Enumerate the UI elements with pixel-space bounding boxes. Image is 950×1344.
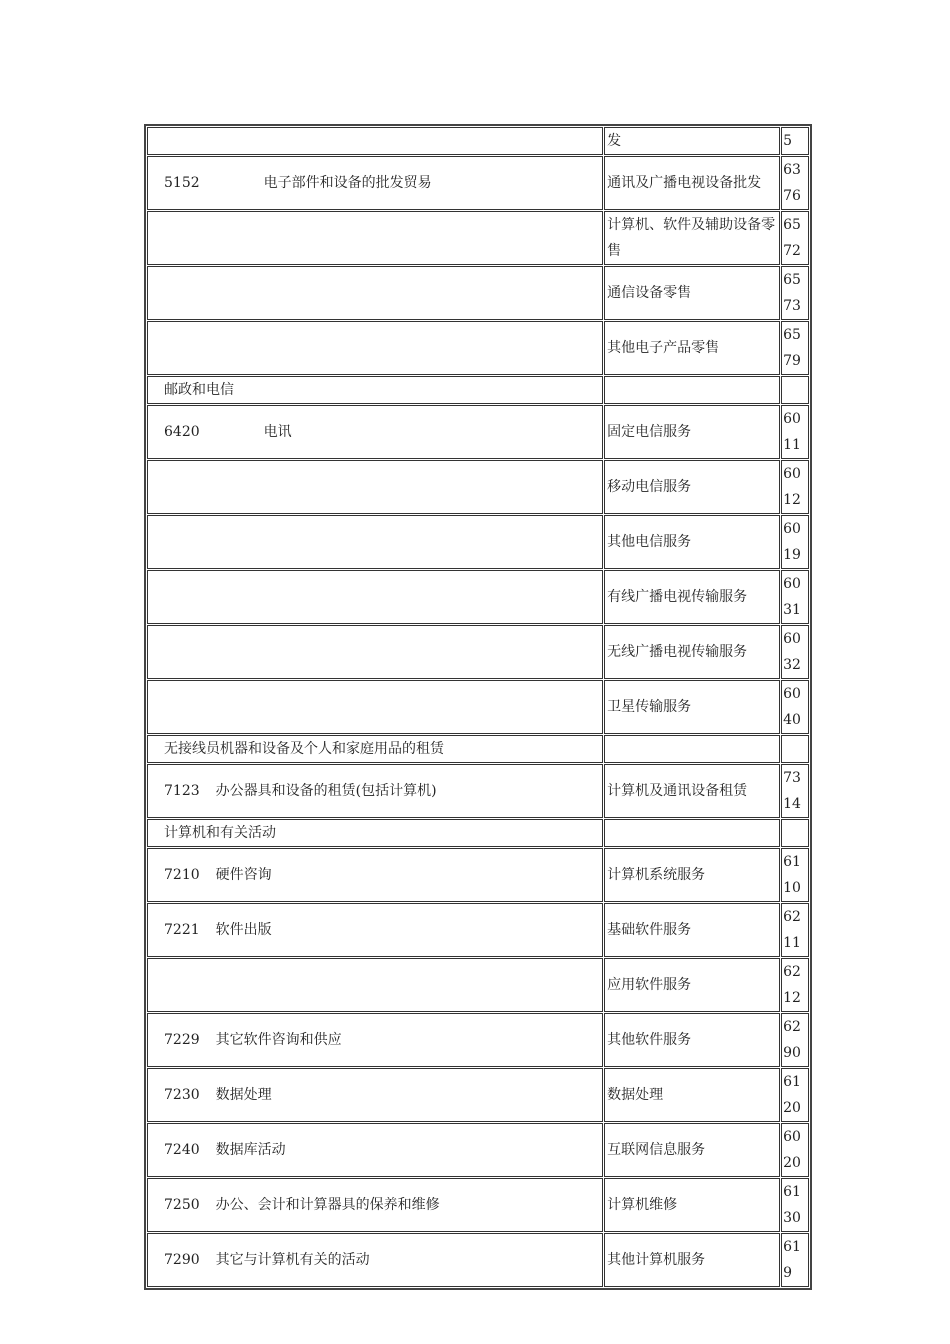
industry-cell bbox=[147, 1123, 603, 1177]
industry-cell bbox=[147, 405, 603, 459]
table-row bbox=[147, 625, 809, 679]
industry-name: 办公器具和设备的租赁(包括计算机) bbox=[215, 783, 437, 799]
category-number: 6120 bbox=[783, 1074, 801, 1116]
category-number-cell bbox=[781, 266, 809, 320]
industry-cell bbox=[147, 1178, 603, 1232]
table-row bbox=[147, 376, 809, 404]
table-row bbox=[147, 156, 809, 210]
category-number: 6290 bbox=[783, 1019, 801, 1061]
category-number: 7314 bbox=[783, 770, 801, 812]
category-number-cell bbox=[781, 570, 809, 624]
mapped-category-cell bbox=[604, 376, 780, 404]
category-number: 6011 bbox=[783, 411, 801, 453]
table-row bbox=[147, 211, 809, 265]
category-number: 6031 bbox=[783, 576, 801, 618]
industry-code: 7250 bbox=[164, 1197, 200, 1213]
table-row bbox=[147, 680, 809, 734]
mapped-category-cell bbox=[604, 127, 780, 155]
mapped-category-cell bbox=[604, 460, 780, 514]
mapped-category-cell bbox=[604, 1013, 780, 1067]
industry-cell bbox=[147, 266, 603, 320]
mapped-category: 卫星传输服务 bbox=[607, 699, 692, 715]
category-number-cell bbox=[781, 903, 809, 957]
table-row bbox=[147, 460, 809, 514]
category-number-cell bbox=[781, 1233, 809, 1287]
category-number-cell bbox=[781, 156, 809, 210]
industry-name: 电子部件和设备的批发贸易 bbox=[263, 175, 432, 191]
mapped-category-cell bbox=[604, 903, 780, 957]
mapped-category: 计算机系统服务 bbox=[607, 867, 706, 883]
category-number-cell bbox=[781, 958, 809, 1012]
table-row bbox=[147, 1123, 809, 1177]
industry-name: 数据库活动 bbox=[215, 1142, 286, 1158]
industry-cell bbox=[147, 958, 603, 1012]
table-body bbox=[147, 127, 809, 1287]
industry-cell bbox=[147, 460, 603, 514]
classification-table bbox=[144, 124, 812, 1290]
industry-cell bbox=[147, 819, 603, 847]
category-number: 6040 bbox=[783, 686, 801, 728]
industry-cell bbox=[147, 1068, 603, 1122]
industry-code: 7229 bbox=[164, 1032, 200, 1048]
category-number: 6019 bbox=[783, 521, 801, 563]
category-number-cell bbox=[781, 735, 809, 763]
mapped-category-cell bbox=[604, 156, 780, 210]
table-row bbox=[147, 848, 809, 902]
mapped-category: 无线广播电视传输服务 bbox=[607, 644, 748, 660]
industry-cell bbox=[147, 321, 603, 375]
category-number-cell bbox=[781, 848, 809, 902]
industry-code: 7123 bbox=[164, 783, 200, 799]
category-number: 6012 bbox=[783, 466, 801, 508]
category-number: 6032 bbox=[783, 631, 801, 673]
table-row bbox=[147, 764, 809, 818]
mapped-category: 计算机维修 bbox=[607, 1197, 678, 1213]
industry-cell bbox=[147, 1013, 603, 1067]
industry-cell bbox=[147, 570, 603, 624]
mapped-category-cell bbox=[604, 211, 780, 265]
table-row bbox=[147, 819, 809, 847]
mapped-category: 其他电子产品零售 bbox=[607, 340, 720, 356]
mapped-category-cell bbox=[604, 819, 780, 847]
mapped-category-cell bbox=[604, 515, 780, 569]
table-row bbox=[147, 405, 809, 459]
mapped-category-cell bbox=[604, 266, 780, 320]
industry-name: 其它与计算机有关的活动 bbox=[215, 1252, 370, 1268]
mapped-category: 计算机及通讯设备租赁 bbox=[607, 783, 748, 799]
table-row bbox=[147, 735, 809, 763]
mapped-category: 计算机、软件及辅助设备零售 bbox=[607, 217, 776, 259]
table-row bbox=[147, 958, 809, 1012]
mapped-category-cell bbox=[604, 1068, 780, 1122]
category-number: 6211 bbox=[783, 909, 801, 951]
industry-cell bbox=[147, 156, 603, 210]
mapped-category: 数据处理 bbox=[607, 1087, 664, 1103]
table-row bbox=[147, 321, 809, 375]
industry-cell bbox=[147, 735, 603, 763]
category-number: 619 bbox=[783, 1239, 801, 1281]
category-number: 6573 bbox=[783, 272, 801, 314]
category-number-cell bbox=[781, 625, 809, 679]
mapped-category: 基础软件服务 bbox=[607, 922, 692, 938]
category-number-cell bbox=[781, 1013, 809, 1067]
mapped-category-cell bbox=[604, 1233, 780, 1287]
industry-cell bbox=[147, 127, 603, 155]
table-row bbox=[147, 1013, 809, 1067]
industry-cell bbox=[147, 515, 603, 569]
industry-code: 5152 bbox=[164, 175, 200, 191]
mapped-category: 其他电信服务 bbox=[607, 534, 692, 550]
industry-cell bbox=[147, 376, 603, 404]
category-number-cell bbox=[781, 127, 809, 155]
mapped-category-cell bbox=[604, 680, 780, 734]
category-number: 6212 bbox=[783, 964, 801, 1006]
mapped-category-cell bbox=[604, 764, 780, 818]
table-row bbox=[147, 266, 809, 320]
mapped-category: 发 bbox=[607, 133, 622, 149]
mapped-category: 应用软件服务 bbox=[607, 977, 692, 993]
table-row bbox=[147, 515, 809, 569]
industry-name: 无接线员机器和设备及个人和家庭用品的租赁 bbox=[164, 741, 444, 757]
industry-code: 6420 bbox=[164, 424, 200, 440]
table-row bbox=[147, 570, 809, 624]
mapped-category-cell bbox=[604, 1178, 780, 1232]
industry-cell bbox=[147, 764, 603, 818]
mapped-category-cell bbox=[604, 570, 780, 624]
mapped-category-cell bbox=[604, 405, 780, 459]
industry-code: 7230 bbox=[164, 1087, 200, 1103]
mapped-category-cell bbox=[604, 321, 780, 375]
category-number: 5 bbox=[783, 133, 793, 149]
mapped-category: 固定电信服务 bbox=[607, 424, 692, 440]
industry-name: 办公、会计和计算器具的保养和维修 bbox=[215, 1197, 440, 1213]
table-row bbox=[147, 127, 809, 155]
mapped-category: 有线广播电视传输服务 bbox=[607, 589, 748, 605]
category-number: 6110 bbox=[783, 854, 801, 896]
category-number-cell bbox=[781, 321, 809, 375]
table-row bbox=[147, 1178, 809, 1232]
category-number-cell bbox=[781, 211, 809, 265]
industry-name: 硬件咨询 bbox=[215, 867, 272, 883]
category-number-cell bbox=[781, 376, 809, 404]
mapped-category: 其他计算机服务 bbox=[607, 1252, 706, 1268]
category-number-cell bbox=[781, 405, 809, 459]
industry-cell bbox=[147, 211, 603, 265]
table-row bbox=[147, 903, 809, 957]
mapped-category-cell bbox=[604, 848, 780, 902]
industry-cell bbox=[147, 848, 603, 902]
category-number-cell bbox=[781, 764, 809, 818]
category-number: 6130 bbox=[783, 1184, 801, 1226]
mapped-category-cell bbox=[604, 735, 780, 763]
category-number-cell bbox=[781, 515, 809, 569]
mapped-category: 通讯及广播电视设备批发 bbox=[607, 175, 762, 191]
table-row bbox=[147, 1233, 809, 1287]
industry-name: 电讯 bbox=[263, 424, 292, 440]
industry-cell bbox=[147, 903, 603, 957]
industry-name: 软件出版 bbox=[215, 922, 272, 938]
category-number: 6376 bbox=[783, 162, 801, 204]
industry-name: 其它软件咨询和供应 bbox=[215, 1032, 342, 1048]
industry-code: 7290 bbox=[164, 1252, 200, 1268]
industry-code: 7210 bbox=[164, 867, 200, 883]
category-number: 6020 bbox=[783, 1129, 801, 1171]
category-number-cell bbox=[781, 460, 809, 514]
industry-code: 7221 bbox=[164, 922, 200, 938]
category-number-cell bbox=[781, 819, 809, 847]
industry-name: 邮政和电信 bbox=[164, 382, 234, 398]
category-number-cell bbox=[781, 1068, 809, 1122]
category-number-cell bbox=[781, 1178, 809, 1232]
category-number-cell bbox=[781, 680, 809, 734]
industry-code: 7240 bbox=[164, 1142, 200, 1158]
category-number: 6579 bbox=[783, 327, 801, 369]
mapped-category: 其他软件服务 bbox=[607, 1032, 692, 1048]
mapped-category-cell bbox=[604, 958, 780, 1012]
industry-cell bbox=[147, 1233, 603, 1287]
industry-cell bbox=[147, 680, 603, 734]
category-number-cell bbox=[781, 1123, 809, 1177]
mapped-category: 互联网信息服务 bbox=[607, 1142, 706, 1158]
industry-cell bbox=[147, 625, 603, 679]
category-number: 6572 bbox=[783, 217, 801, 259]
mapped-category-cell bbox=[604, 625, 780, 679]
mapped-category: 通信设备零售 bbox=[607, 285, 692, 301]
table-row bbox=[147, 1068, 809, 1122]
industry-name: 计算机和有关活动 bbox=[164, 825, 276, 841]
mapped-category: 移动电信服务 bbox=[607, 479, 692, 495]
industry-name: 数据处理 bbox=[215, 1087, 272, 1103]
mapped-category-cell bbox=[604, 1123, 780, 1177]
